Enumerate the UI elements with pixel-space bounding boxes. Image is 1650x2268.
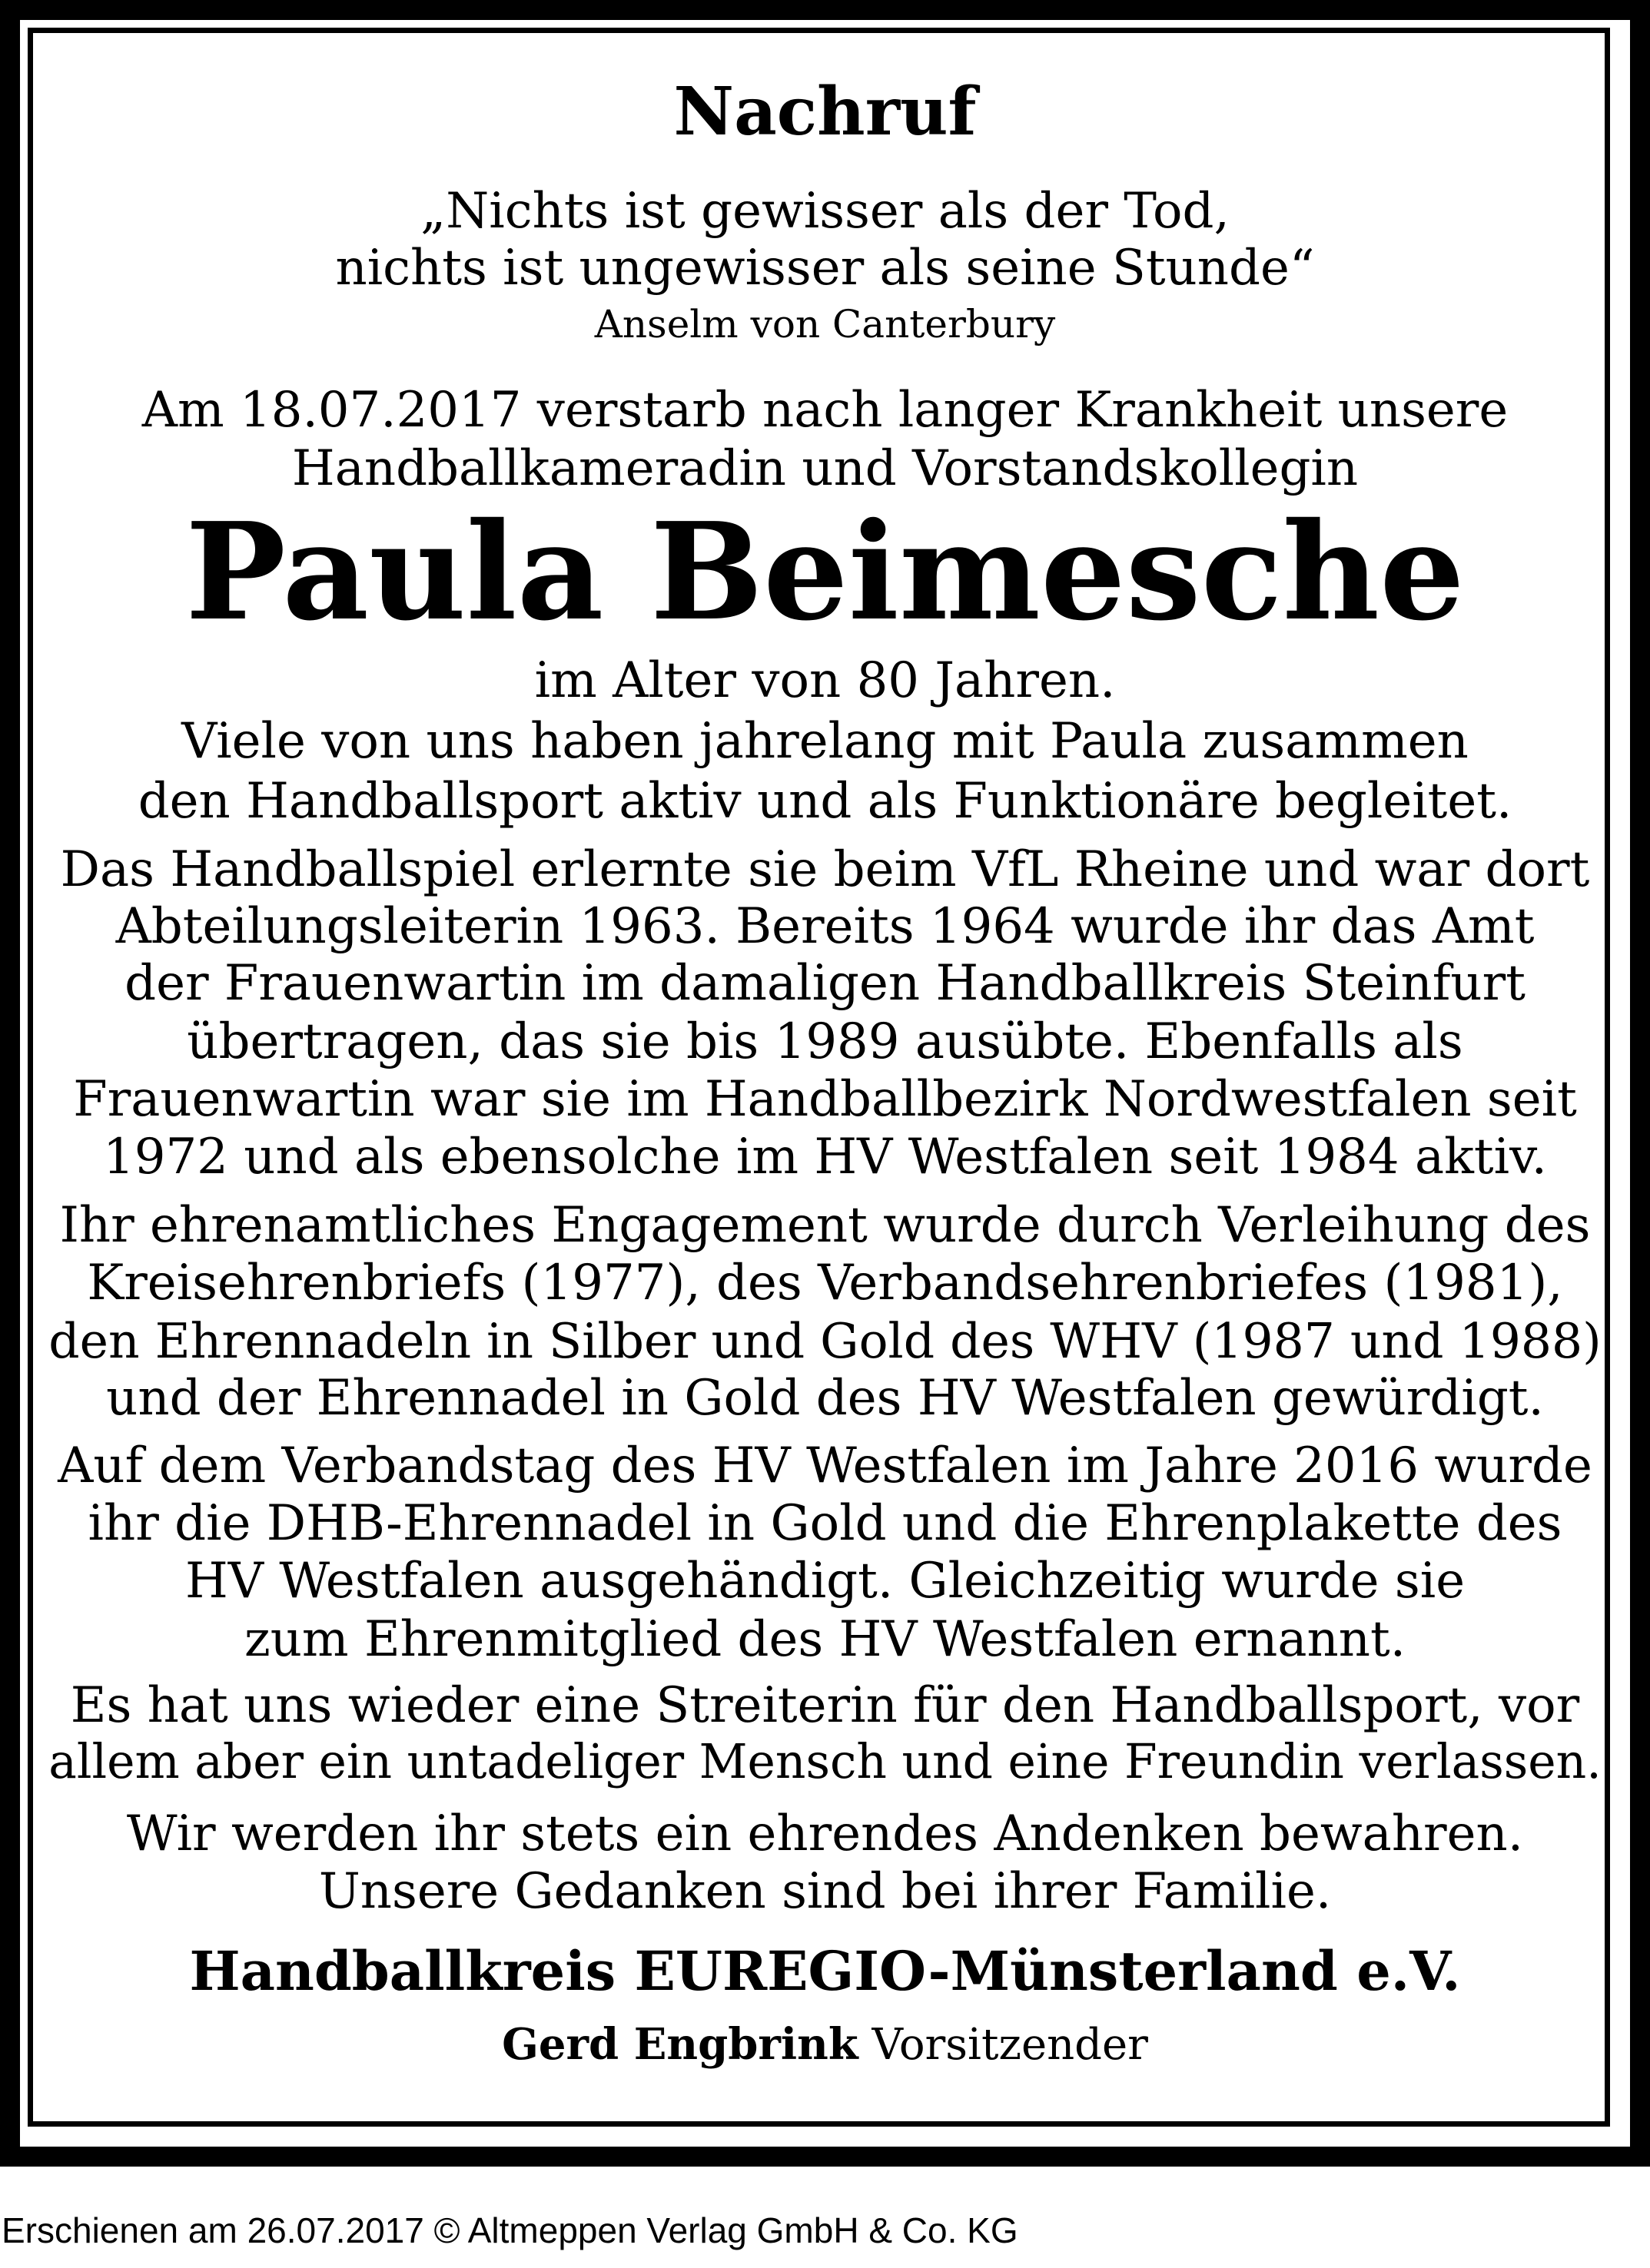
paragraph-line: Auf dem Verbandstag des HV Westfalen im Jahre 2016 wurde: [58, 1437, 1592, 1494]
quote-line: nichts ist ungewisser als seine Stunde“: [335, 240, 1315, 297]
paragraph-line: HV Westfalen ausgehändigt. Gleichzeitig wurde sie: [184, 1553, 1466, 1610]
paragraph-line: Es hat uns wieder eine Streiterin für den Handballsport, vor: [70, 1677, 1580, 1734]
signatory-name: Gerd Engbrink: [502, 2019, 858, 2070]
obituary-notice: [33, 33, 1617, 2134]
paragraph-line: den Handballsport aktiv und als Funktionäre begleitet.: [138, 773, 1512, 830]
paragraph-line: ihr die DHB-Ehrennadel in Gold und die Ehrenplakette des: [88, 1495, 1562, 1552]
deceased-name: Paula Beimesche: [185, 494, 1465, 651]
paragraph-line: Unsere Gedanken sind bei ihrer Familie.: [318, 1863, 1332, 1920]
signatory-role: Vorsitzender: [871, 2020, 1148, 2070]
paragraph-line: Das Handballspiel erlernte sie beim VfL Rheine und war dort: [60, 841, 1590, 898]
paragraph-line: allem aber ein untadeliger Mensch und eine Freundin verlassen.: [48, 1735, 1602, 1789]
quote-author: Anselm von Canterbury: [594, 302, 1056, 346]
intro-line: Handballkameradin und Vorstandskollegin: [291, 440, 1359, 497]
paragraph-line: Viele von uns haben jahrelang mit Paula zusammen: [181, 713, 1469, 770]
paragraph-line: der Frauenwartin im damaligen Handballkreis Steinfurt: [124, 955, 1526, 1012]
organization-name: Handballkreis EUREGIO-Münsterland e.V.: [189, 1939, 1461, 2003]
paragraph-line: Ihr ehrenamtliches Engagement wurde durch Verleihung des: [59, 1197, 1591, 1254]
heading: Nachruf: [673, 73, 977, 151]
intro-line: Am 18.07.2017 verstarb nach langer Krankheit unsere: [141, 382, 1509, 439]
paragraph-line: Kreisehrenbriefs (1977), des Verbandsehrenbriefes (1981),: [87, 1255, 1563, 1311]
paragraph-line: den Ehrennadeln in Silber und Gold des WHV (1987 und 1988): [48, 1312, 1602, 1369]
publication-footer: Erschienen am 26.07.2017 © Altmeppen Verlag GmbH & Co. KG: [2, 2210, 1018, 2250]
paragraph-line: Frauenwartin war sie im Handballbezirk Nordwestfalen seit: [73, 1071, 1577, 1128]
age-line: im Alter von 80 Jahren.: [534, 652, 1116, 709]
paragraph-line: zum Ehrenmitglied des HV Westfalen ernannt.: [244, 1611, 1406, 1668]
paragraph-line: Wir werden ihr stets ein ehrendes Andenken bewahren.: [126, 1805, 1524, 1862]
quote-line: „Nichts ist gewisser als der Tod,: [420, 183, 1230, 240]
paragraph-line: und der Ehrennadel in Gold des HV Westfalen gewürdigt.: [106, 1370, 1544, 1427]
paragraph-line: übertragen, das sie bis 1989 ausübte. Ebenfalls als: [187, 1013, 1463, 1070]
signature: [33, 2019, 1617, 2070]
paragraph-line: Abteilungsleiterin 1963. Bereits 1964 wurde ihr das Amt: [115, 898, 1535, 955]
paragraph-line: 1972 und als ebensolche im HV Westfalen seit 1984 aktiv.: [103, 1129, 1547, 1185]
